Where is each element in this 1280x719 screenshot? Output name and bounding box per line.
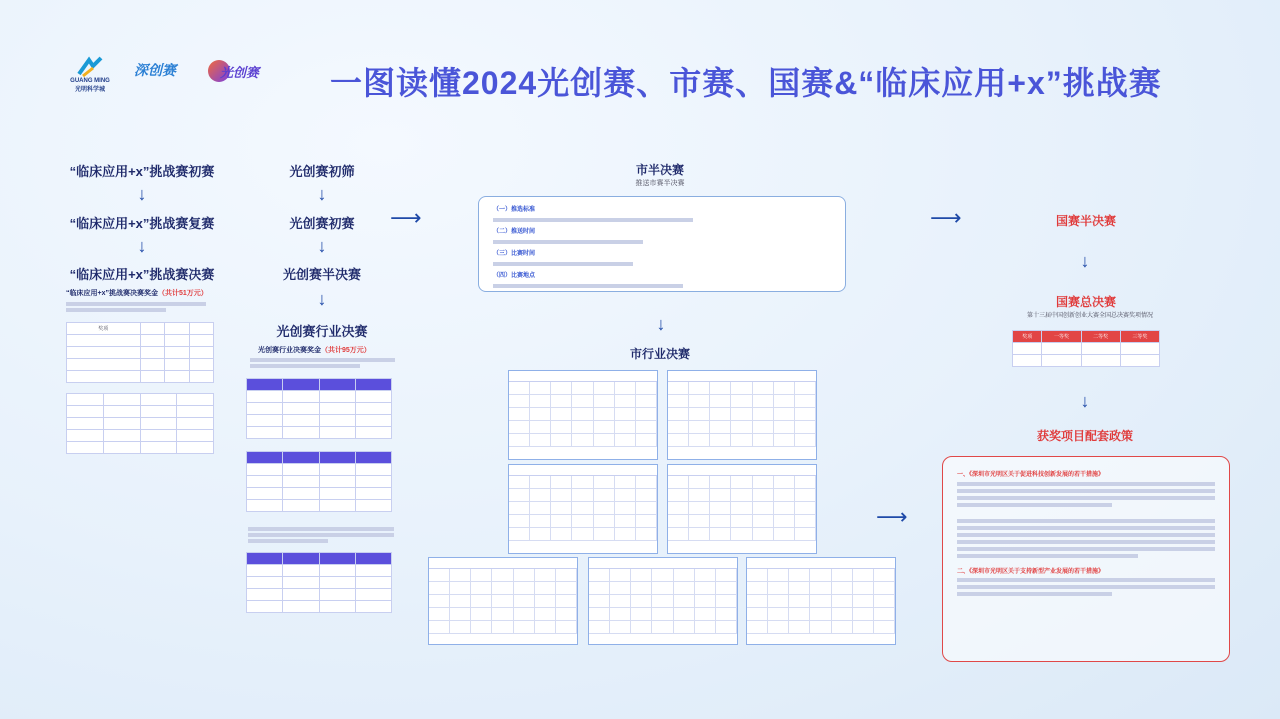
gc-prize-heading: 光创赛行业决赛奖金（共计95万元） xyxy=(258,347,371,354)
arrow-down-icon: ↓ xyxy=(317,236,327,256)
gc-prelim-step: 光创赛初赛 xyxy=(289,216,355,231)
city-final-table-7 xyxy=(746,557,896,645)
city-final-table-6 xyxy=(588,557,738,645)
arrow-down-icon: ↓ xyxy=(1080,251,1090,271)
clinical-prize-table-2 xyxy=(66,393,214,454)
arrow-right-icon: ⟶ xyxy=(930,205,962,230)
arrow-down-icon: ↓ xyxy=(656,314,666,334)
national-semi-title: 国赛半决赛 xyxy=(1055,214,1116,228)
arrow-down-icon: ↓ xyxy=(317,289,327,309)
policy-title: 获奖项目配套政策 xyxy=(1036,429,1133,443)
gc-prize-table-2 xyxy=(246,451,392,512)
arrow-down-icon: ↓ xyxy=(1080,391,1090,411)
city-final-table-5 xyxy=(428,557,578,645)
clinical-prelim-step: “临床应用+x”挑战赛初赛 xyxy=(69,164,215,179)
page-title: 一图读懂2024光创赛、市赛、国赛&“临床应用+x”挑战赛 xyxy=(330,65,1162,101)
policy-box: 一、《深圳市光明区关于促进科技创新发展的若干措施》 二、《深圳市光明区关于支持新型产业发展的若干措施》 xyxy=(942,456,1230,662)
guangchuang-logo: 光创赛 xyxy=(208,60,259,82)
gc-industry-final-step: 光创赛行业决赛 xyxy=(276,324,368,339)
gc-semi-step: 光创赛半决赛 xyxy=(282,267,361,282)
arrow-right-icon: ⟶ xyxy=(390,205,422,230)
guangming-logo: GUANG MING 光明科学城 xyxy=(68,56,112,93)
clinical-prize-note xyxy=(66,300,216,312)
national-final-subtitle: 第十三届中国创新创业大赛全国总决赛奖项情况 xyxy=(1026,313,1153,319)
city-final-table-1 xyxy=(508,370,658,460)
national-prize-table: 奖项 一等奖 二等奖 三等奖 xyxy=(1012,330,1160,367)
city-final-table-4 xyxy=(667,464,817,554)
gc-prize-table-1 xyxy=(246,378,392,439)
city-semi-info-box: （一）推选标准 （二）推送时间 （三）比赛时间 （四）比赛地点 xyxy=(478,196,846,292)
clinical-final-step: “临床应用+x”挑战赛决赛 xyxy=(69,267,215,282)
city-industry-final-title: 市行业决赛 xyxy=(629,347,690,361)
arrow-down-icon: ↓ xyxy=(137,184,147,204)
arrow-down-icon: ↓ xyxy=(317,184,327,204)
gc-prize-note-2 xyxy=(248,525,394,543)
city-final-table-3 xyxy=(508,464,658,554)
gc-prize-table-3 xyxy=(246,552,392,613)
city-semi-subtitle: 推送市赛半决赛 xyxy=(635,180,685,187)
clinical-prize-table-1: 奖项 xyxy=(66,322,214,383)
gc-prize-note xyxy=(250,356,395,368)
national-final-title: 国赛总决赛 xyxy=(1055,295,1116,309)
arrow-right-icon: ⟶ xyxy=(876,504,908,529)
arrow-down-icon: ↓ xyxy=(137,236,147,256)
city-final-table-2 xyxy=(667,370,817,460)
city-semi-title: 市半决赛 xyxy=(635,163,684,177)
gc-screening-step: 光创赛初筛 xyxy=(289,164,355,179)
clinical-semi-step: “临床应用+x”挑战赛复赛 xyxy=(69,216,215,231)
clinical-prize-heading: “临床应用+x”挑战赛决赛奖金（共计51万元） xyxy=(66,290,208,297)
shenchuang-logo: 深创赛 xyxy=(134,62,176,78)
